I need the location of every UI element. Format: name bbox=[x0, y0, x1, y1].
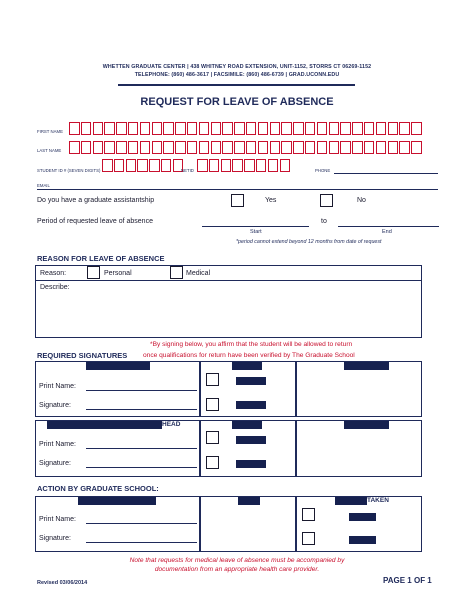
header-rule bbox=[118, 84, 355, 86]
first-name-boxes[interactable] bbox=[69, 122, 423, 135]
medical-checkbox[interactable] bbox=[170, 266, 183, 279]
redacted-header-1 bbox=[232, 362, 262, 370]
email-label: EMAIL bbox=[37, 183, 50, 188]
print-name-label-2: Print Name: bbox=[39, 441, 76, 448]
assistantship-no-checkbox[interactable] bbox=[320, 194, 333, 207]
last-name-boxes[interactable] bbox=[69, 141, 423, 154]
phone-field[interactable] bbox=[334, 173, 438, 174]
revised-date: Revised 03/06/2014 bbox=[37, 580, 88, 586]
redacted-role-1 bbox=[86, 362, 150, 370]
student-id-boxes[interactable] bbox=[102, 159, 185, 172]
grad-option-checkbox-1[interactable] bbox=[302, 508, 315, 521]
signature-notice-line2: once qualifications for return have been verified by The Graduate School bbox=[143, 352, 355, 359]
assistantship-yes-checkbox[interactable] bbox=[231, 194, 244, 207]
page-number: PAGE 1 OF 1 bbox=[383, 576, 432, 585]
period-to: to bbox=[321, 218, 327, 225]
redacted-option-2b bbox=[236, 460, 266, 468]
taken-fragment: TAKEN bbox=[367, 497, 389, 504]
redacted-option-2a bbox=[236, 436, 266, 444]
approve-checkbox-1[interactable] bbox=[206, 373, 219, 386]
signature-field-2[interactable] bbox=[86, 467, 197, 468]
reason-label: Reason: bbox=[40, 270, 67, 277]
period-label: Period of requested leave of absence bbox=[37, 218, 153, 225]
form-title: REQUEST FOR LEAVE OF ABSENCE bbox=[140, 96, 334, 108]
grad-print-name-field[interactable] bbox=[86, 523, 197, 524]
redacted-action-header bbox=[335, 497, 367, 505]
signature-label-2: Signature: bbox=[39, 460, 71, 467]
netid-label: NETID bbox=[181, 168, 194, 173]
first-name-label: FIRST NAME bbox=[37, 129, 63, 134]
personal-label: Personal bbox=[104, 270, 132, 277]
student-id-label: STUDENT ID # (SEVEN DIGITS) bbox=[37, 168, 101, 173]
describe-field[interactable] bbox=[82, 284, 418, 334]
signature-field-1[interactable] bbox=[86, 409, 197, 410]
period-note: *period cannot extend beyond 12 months from date of request bbox=[236, 239, 382, 245]
signature-notice-line1: *By signing below, you affirm that the student will be allowed to return bbox=[150, 341, 353, 348]
redacted-option-1b bbox=[236, 401, 266, 409]
start-caption: Start bbox=[250, 229, 262, 235]
medical-note-line2: documentation from an appropriate health care provider. bbox=[154, 566, 320, 573]
assistantship-question: Do you have a graduate assistantship bbox=[37, 197, 155, 204]
reason-divider bbox=[35, 280, 422, 281]
phone-label: PHONE bbox=[315, 168, 331, 173]
describe-label: Describe: bbox=[40, 284, 70, 291]
redacted-role-2 bbox=[47, 421, 162, 429]
redacted-header-2 bbox=[232, 421, 262, 429]
print-name-label-1: Print Name: bbox=[39, 383, 76, 390]
personal-checkbox[interactable] bbox=[87, 266, 100, 279]
grad-print-name-label: Print Name: bbox=[39, 516, 76, 523]
redacted-grad-option-1 bbox=[349, 513, 376, 521]
redacted-role-3 bbox=[78, 497, 156, 505]
print-name-field-1[interactable] bbox=[86, 390, 197, 391]
redacted-header-3 bbox=[238, 497, 260, 505]
deny-checkbox-2[interactable] bbox=[206, 456, 219, 469]
redacted-date-header-1 bbox=[344, 362, 389, 370]
grad-signature-field[interactable] bbox=[86, 542, 197, 543]
netid-boxes[interactable] bbox=[197, 159, 291, 172]
deny-checkbox-1[interactable] bbox=[206, 398, 219, 411]
medical-label: Medical bbox=[186, 270, 211, 277]
last-name-label: LAST NAME bbox=[37, 148, 62, 153]
head-fragment: HEAD bbox=[162, 421, 181, 428]
grad-signature-label: Signature: bbox=[39, 535, 71, 542]
reason-heading: REASON FOR LEAVE OF ABSENCE bbox=[37, 254, 165, 263]
required-signatures-heading: REQUIRED SIGNATURES bbox=[37, 351, 128, 360]
assistantship-yes-label: Yes bbox=[265, 197, 277, 204]
end-caption: End bbox=[382, 229, 392, 235]
assistantship-no-label: No bbox=[357, 197, 366, 204]
redacted-date-header-2 bbox=[344, 421, 389, 429]
institution-address: WHETTEN GRADUATE CENTER | 438 WHITNEY ROAD EXTENSION, UNIT-1152, STORRS CT 06269-1152 bbox=[102, 64, 372, 70]
end-date-field[interactable] bbox=[338, 226, 439, 227]
medical-note-line1: Note that requests for medical leave of absence must be accompanied by bbox=[129, 557, 345, 564]
signature-label-1: Signature: bbox=[39, 402, 71, 409]
grad-school-heading: ACTION BY GRADUATE SCHOOL: bbox=[37, 484, 159, 493]
email-field[interactable] bbox=[37, 189, 438, 190]
redacted-option-1a bbox=[236, 377, 266, 385]
approve-checkbox-2[interactable] bbox=[206, 431, 219, 444]
institution-contact: TELEPHONE: (860) 486-3617 | FACSIMILE: (860) 486-6739 | GRAD.UCONN.EDU bbox=[134, 72, 340, 78]
grad-option-checkbox-2[interactable] bbox=[302, 532, 315, 545]
print-name-field-2[interactable] bbox=[86, 448, 197, 449]
start-date-field[interactable] bbox=[202, 226, 309, 227]
redacted-grad-option-2 bbox=[349, 536, 376, 544]
